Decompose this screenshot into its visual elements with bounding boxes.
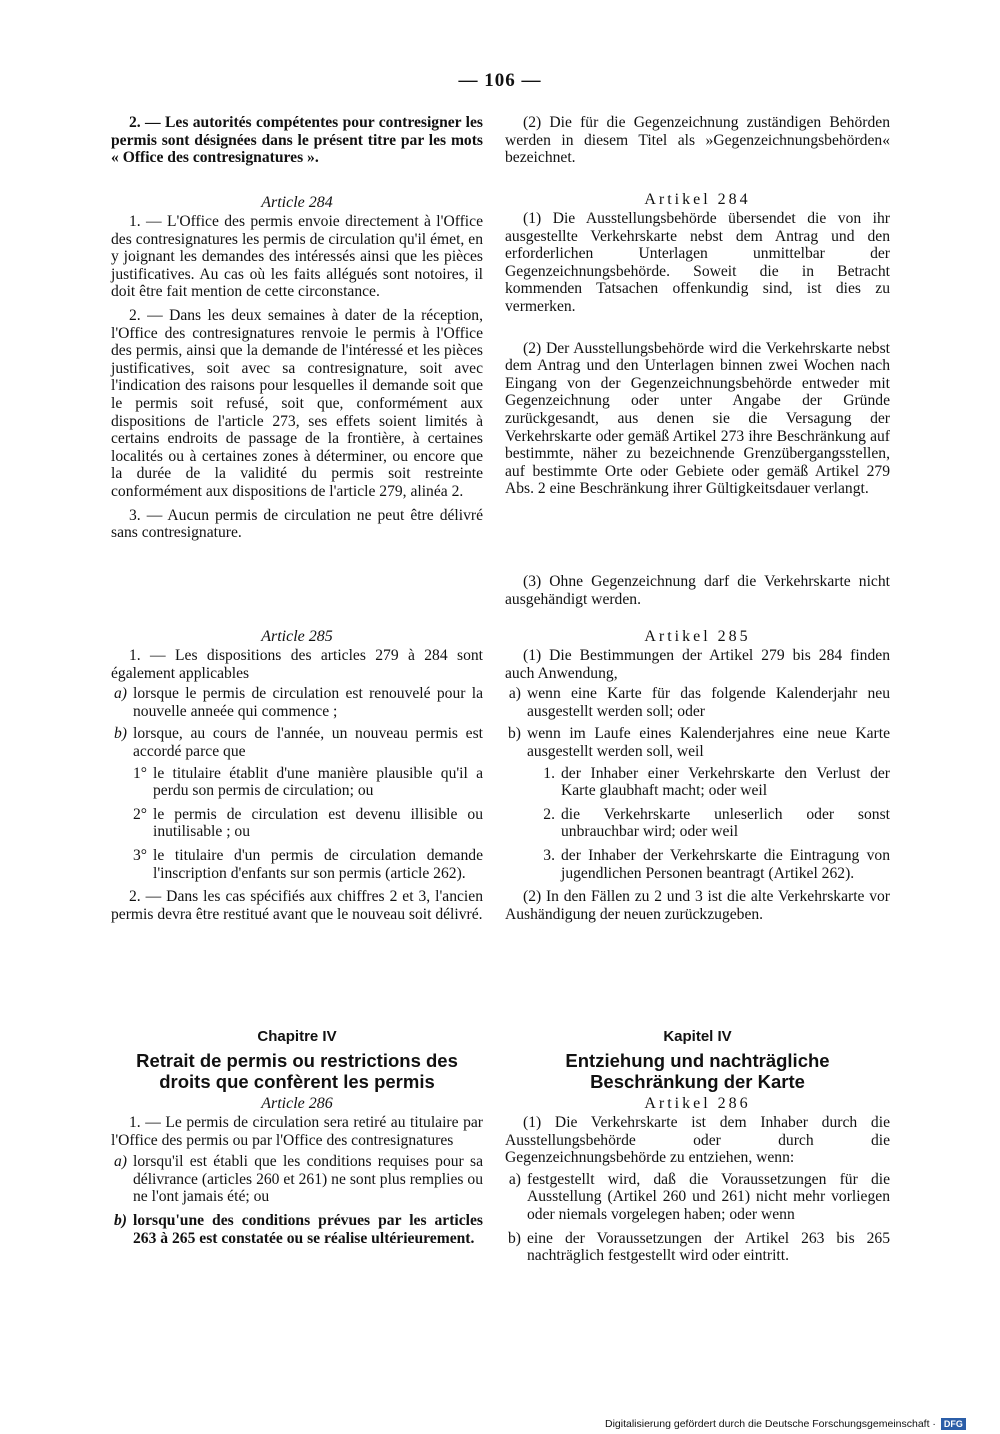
de-article-285-title: Artikel 285 <box>644 628 751 645</box>
de-chapter-title: Entziehung und nachträgliche Beschränkung der Karte <box>565 1050 830 1092</box>
subitem-label: 2. <box>543 805 555 823</box>
fr-article-285-subitem-2 <box>111 806 483 841</box>
fr-chapter-label: Chapitre IV <box>257 1028 337 1045</box>
item-text: wenn im Laufe eines Kalenderjahres eine neue Karte ausgestellt werden soll, weil <box>527 725 890 760</box>
de-paragraph-2: (2) Die für die Gegenzeichnung zuständigen Behörden werden in diesem Titel als »Gegenzeichnungsbehörden« bezeichnet. <box>505 114 890 167</box>
page-number: — 106 — <box>458 70 542 91</box>
fr-article-285-item-a <box>111 685 483 720</box>
digitization-footer <box>605 1418 966 1430</box>
de-article-285-item-a <box>505 685 890 720</box>
item-label: a) <box>508 685 521 703</box>
fr-chapter-title: Retrait de permis ou restrictions des droits que confèrent les permis <box>136 1050 458 1092</box>
item-label: b) <box>508 725 521 743</box>
fr-article-285-subitem-3 <box>111 847 483 882</box>
fr-article-284-p2: 2. — Dans les deux semaines à dater de la réception, l'Office des contresignatures renvoie le permis à l'Office des permis, ainsi que la demande de l'intéressé et les pièces justificatives, soit avec sa contresignature, soit avec l'indication des raisons pour lesquelles il demande soit que le permis soit refusé, soit que, conformément aux dispositions de l'article 273, ses effets soient limités à certains endroits de passage de la frontière, à certaines localités ou à certaines zones à déterminer, ou encore que la durée de la validité du permis soit restreinte conformément aux dispositions de l'article 279, alinéa 2. <box>111 306 483 500</box>
item-text: festgestellt wird, daß die Voraussetzungen für die Ausstellung (Artikel 260 und 261) nicht mehr vorliegen oder niemals vorgelegen haben; oder wenn <box>527 1170 890 1223</box>
fr-article-286-p1: 1. — Le permis de circulation sera retiré au titulaire par l'Office des permis ou par l'Office des contresignatures <box>111 1114 483 1149</box>
fr-paragraph-2: 2. — Les autorités compétentes pour contresigner les permis sont désignées dans le présent titre par les mots « Office des contresignatures ». <box>111 114 483 167</box>
de-chapter-label: Kapitel IV <box>663 1028 732 1045</box>
subitem-text: le permis de circulation est devenu illisible ou inutilisable ; ou <box>153 805 483 841</box>
subitem-text: le titulaire d'un permis de circulation demande l'inscription d'enfants sur son permis (article 262). <box>153 846 483 882</box>
de-article-285-p1: (1) Die Bestimmungen der Artikel 279 bis 284 finden auch Anwendung, <box>505 647 890 682</box>
de-article-284-p2: (2) Der Ausstellungsbehörde wird die Verkehrskarte nebst dem Antrag und den Unterlagen binnen zwei Wochen nach Eingang von der Gegenzeichnungsbehörde entweder mit Gegenzeichnung oder unter Angabe der Gründe zurückgesandt, aus denen sie die Versagung der Verkehrskarte oder gemäß Artikel 273 ihre Beschränkung auf bestimmte, näher zu bezeichnende Grenzübergangsstellen, auf bestimmte Orte oder Gebiete oder gemäß Artikel 279 Abs. 2 eine Beschränkung ihrer Gültigkeitsdauer verlangt. <box>505 339 890 498</box>
footer-text: Digitalisierung gefördert durch die Deutsche Forschungsgemeinschaft · <box>605 1418 936 1430</box>
fr-article-285-p2: 2. — Dans les cas spécifiés aux chiffres 2 et 3, l'ancien permis devra être restitué avant que le nouveau soit délivré. <box>111 888 483 923</box>
fr-article-284-p3: 3. — Aucun permis de circulation ne peut être délivré sans contresignature. <box>111 506 483 542</box>
de-section-top <box>505 114 890 167</box>
de-article-285-subitem-1 <box>505 765 890 800</box>
subitem-label: 1. <box>543 764 555 782</box>
fr-article-285-subitem-1 <box>111 765 483 800</box>
subitem-label: 3. <box>543 846 555 864</box>
fr-article-285-p1: 1. — Les dispositions des articles 279 à 284 sont également applicables <box>111 647 483 682</box>
fr-article-286-title: Article 286 <box>261 1095 333 1112</box>
fr-article-285-item-b <box>111 725 483 760</box>
subitem-text: der Inhaber einer Verkehrskarte den Verlust der Karte glaubhaft macht; oder weil <box>561 764 890 800</box>
fr-article-284-p1: 1. — L'Office des permis envoie directement à l'Office des contresignatures les permis de circulation qu'il émet, en y joignant les demandes des intéressés ainsi que les pièces justificatives. Au cas où les faits allégués sont notoires, il doit être fait mention de cette circonstance. <box>111 213 483 301</box>
item-label: a) <box>114 685 127 703</box>
de-article-284 <box>505 190 890 498</box>
item-text: lorsqu'une des conditions prévues par les articles 263 à 265 est constatée ou se réalise ultérieurement. <box>133 1211 483 1247</box>
de-article-284-p1: (1) Die Ausstellungsbehörde übersendet die von ihr ausgestellte Verkehrskarte nebst dem Antrag und den erforderlichen Unterlagen unmittelbar der Gegenzeichnungsbehörde. Soweit die in Betracht kommenden Tatsachen offenkundig sind, ist dies zu vermerken. <box>505 210 890 315</box>
fr-article-286-item-b <box>111 1212 483 1247</box>
subitem-label: 1° <box>132 764 147 782</box>
item-text: lorsque, au cours de l'année, un nouveau permis est accordé parce que <box>133 725 483 760</box>
fr-article-285-title: Article 285 <box>261 628 333 645</box>
fr-article-284 <box>111 193 483 542</box>
de-article-284-p3-block <box>505 573 890 608</box>
dfg-logo: DFG <box>941 1418 966 1430</box>
subitem-text: der Inhaber der Verkehrskarte die Eintragung von jugendlichen Personen beantragt (Artikel 262). <box>561 846 890 882</box>
item-label: b) <box>114 1211 127 1229</box>
fr-article-286-item-a <box>111 1153 483 1206</box>
de-article-285-item-b <box>505 725 890 760</box>
de-article-286-title: Artikel 286 <box>644 1095 751 1112</box>
item-label: b) <box>114 725 127 743</box>
item-text: lorsqu'il est établi que les conditions requises pour sa délivrance (articles 260 et 261) ne sont plus remplies ou ne l'ont jamais été; ou <box>133 1153 483 1206</box>
de-article-286-item-b <box>505 1230 890 1265</box>
de-article-285 <box>505 627 890 923</box>
item-label: a) <box>114 1153 127 1171</box>
de-article-284-p3: (3) Ohne Gegenzeichnung darf die Verkehrskarte nicht ausgehändigt werden. <box>505 573 890 608</box>
de-article-285-subitem-2 <box>505 806 890 841</box>
item-text: lorsque le permis de circulation est renouvelé pour la nouvelle anneée qui commence ; <box>133 685 483 720</box>
subitem-text: die Verkehrskarte unleserlich oder sonst unbrauchbar wird; oder weil <box>561 805 890 841</box>
fr-article-284-title: Article 284 <box>261 194 333 211</box>
subitem-label: 2° <box>132 805 147 823</box>
de-article-286-item-a <box>505 1171 890 1224</box>
item-label: b) <box>508 1229 521 1247</box>
subitem-label: 3° <box>132 846 147 864</box>
item-text: eine der Voraussetzungen der Artikel 263 bis 265 nachträglich festgestellt wird oder eintritt. <box>527 1229 890 1265</box>
de-article-285-subitem-3 <box>505 847 890 882</box>
item-label: a) <box>508 1170 521 1188</box>
fr-section-top <box>111 114 483 167</box>
subitem-text: le titulaire établit d'une manière plausible qu'il a perdu son permis de circulation; ou <box>153 764 483 800</box>
de-article-286-p1: (1) Die Verkehrskarte ist dem Inhaber durch die Ausstellungsbehörde oder durch die Gegenzeichnungsbehörde zu entziehen, wenn: <box>505 1114 890 1167</box>
de-chapter-4 <box>505 1027 890 1265</box>
fr-article-285 <box>111 627 483 923</box>
de-article-284-title: Artikel 284 <box>644 191 751 208</box>
fr-chapter-4 <box>111 1027 483 1247</box>
de-article-285-p2: (2) In den Fällen zu 2 und 3 ist die alte Verkehrskarte vor Aushändigung der neuen zurückzugeben. <box>505 888 890 923</box>
item-text: wenn eine Karte für das folgende Kalenderjahr neu ausgestellt werden soll; oder <box>527 685 890 720</box>
